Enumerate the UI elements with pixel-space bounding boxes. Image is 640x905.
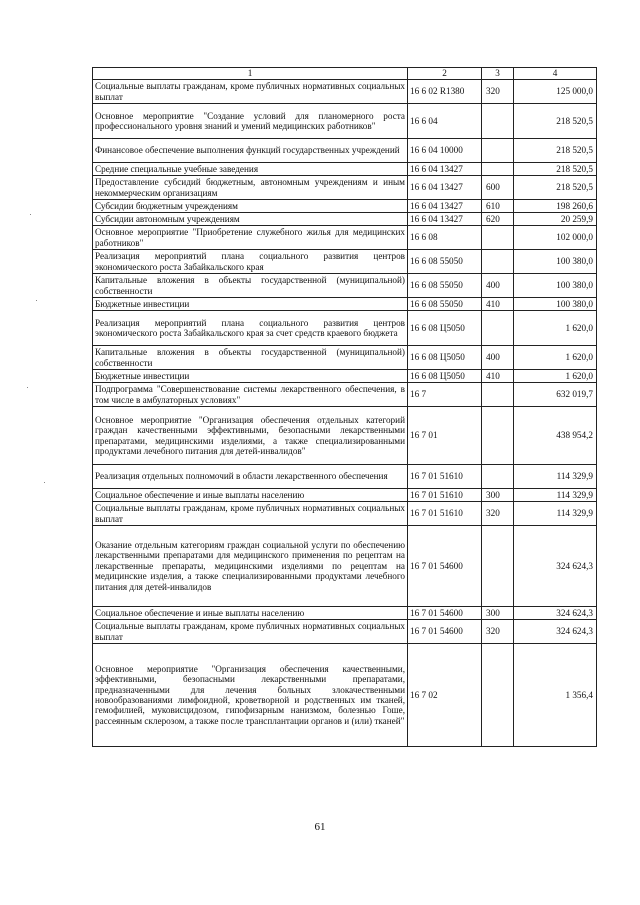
row-name: Реализация мероприятий плана социального развития центров экономического роста Забайкальского края [93, 250, 408, 274]
row-amount: 632 019,7 [514, 383, 597, 407]
row-amount: 198 260,6 [514, 200, 597, 213]
row-code: 16 6 08 55050 [408, 298, 482, 311]
table-row [93, 139, 597, 163]
row-name: Оказание отдельным категориям граждан социальной услуги по обеспечению лекарственными препаратами для медицинского применения по рецептам на лекарственные препараты, медицинскими изделиями по рецептам на медицинские изделия, а также специализированными продуктами лечебного питания для детей-инвалидов [93, 526, 408, 607]
row-name: Капитальные вложения в объекты государственной (муниципальной) собственности [93, 346, 408, 370]
row-name: Предоставление субсидий бюджетным, автономным учреждениям и иным некоммерческим организациям [93, 176, 408, 200]
table-row [93, 346, 597, 370]
row-vr: 620 [482, 213, 514, 226]
scan-speck [30, 214, 31, 215]
row-code: 16 6 08 55050 [408, 274, 482, 298]
row-amount: 100 380,0 [514, 274, 597, 298]
header-col-1: 1 [93, 68, 408, 80]
row-amount: 1 620,0 [514, 370, 597, 383]
row-vr [482, 104, 514, 139]
row-amount: 324 624,3 [514, 620, 597, 644]
row-code: 16 7 [408, 383, 482, 407]
row-name: Реализация мероприятий плана социального развития центров экономического роста Забайкальского края за счет средств краевого бюджета [93, 311, 408, 346]
row-vr [482, 311, 514, 346]
row-vr [482, 226, 514, 250]
row-code: 16 6 08 Ц5050 [408, 370, 482, 383]
row-name: Социальные выплаты гражданам, кроме публичных нормативных социальных выплат [93, 502, 408, 526]
header-col-2: 2 [408, 68, 482, 80]
table-row [93, 80, 597, 104]
row-vr [482, 250, 514, 274]
row-vr: 600 [482, 176, 514, 200]
row-code: 16 7 01 [408, 407, 482, 465]
row-vr [482, 383, 514, 407]
row-vr [482, 465, 514, 489]
row-name: Бюджетные инвестиции [93, 370, 408, 383]
row-code: 16 6 04 10000 [408, 139, 482, 163]
header-col-4: 4 [514, 68, 597, 80]
table-row [93, 213, 597, 226]
row-name: Субсидии бюджетным учреждениям [93, 200, 408, 213]
table-row [93, 370, 597, 383]
row-code: 16 7 01 51610 [408, 489, 482, 502]
row-code: 16 6 08 55050 [408, 250, 482, 274]
row-code: 16 7 01 51610 [408, 465, 482, 489]
table-row [93, 383, 597, 407]
scan-speck [27, 387, 28, 388]
row-amount: 100 380,0 [514, 298, 597, 311]
table-row [93, 644, 597, 747]
row-amount: 1 356,4 [514, 644, 597, 747]
row-code: 16 7 01 51610 [408, 502, 482, 526]
row-vr: 400 [482, 274, 514, 298]
row-code: 16 6 04 13427 [408, 200, 482, 213]
table-row [93, 200, 597, 213]
row-amount: 438 954,2 [514, 407, 597, 465]
table-row [93, 620, 597, 644]
row-vr: 300 [482, 489, 514, 502]
row-code: 16 7 01 54600 [408, 607, 482, 620]
row-name: Основное мероприятие "Приобретение служебного жилья для медицинских работников" [93, 226, 408, 250]
table-row [93, 104, 597, 139]
row-name: Основное мероприятие "Организация обеспечения отдельных категорий граждан качественными эффективными, безопасными лекарственными препаратами, медицинскими изделиями, а также специализированными продуктами лечебного питания для детей-инвалидов" [93, 407, 408, 465]
row-code: 16 6 04 13427 [408, 213, 482, 226]
row-code: 16 6 08 Ц5050 [408, 311, 482, 346]
row-name: Социальное обеспечение и иные выплаты населению [93, 607, 408, 620]
row-name: Финансовое обеспечение выполнения функций государственных учреждений [93, 139, 408, 163]
table-row [93, 298, 597, 311]
row-amount: 125 000,0 [514, 80, 597, 104]
table-row [93, 176, 597, 200]
row-name: Основное мероприятие "Организация обеспечения качественными, эффективными, безопасными лекарственными препаратами, предназначенными для лечения больных злокачественными новообразованиями лимфоидной, кроветворной и родственных им тканей, гемофилией, муковисцидозом, гипофизарным нанизмом, болезнью Гоше, рассеянным склерозом, а также после трансплантации органов и (или) тканей" [93, 644, 408, 747]
row-amount: 218 520,5 [514, 176, 597, 200]
row-code: 16 6 04 13427 [408, 176, 482, 200]
row-vr: 320 [482, 80, 514, 104]
row-name: Реализация отдельных полномочий в области лекарственного обеспечения [93, 465, 408, 489]
row-amount: 218 520,5 [514, 163, 597, 176]
table-header-row [93, 68, 597, 80]
row-name: Основное мероприятие "Создание условий для планомерного роста профессионального уровня знаний и умений медицинских работников" [93, 104, 408, 139]
row-name: Капитальные вложения в объекты государственной (муниципальной) собственности [93, 274, 408, 298]
row-vr: 300 [482, 607, 514, 620]
table-row [93, 163, 597, 176]
table-row [93, 502, 597, 526]
row-amount: 20 259,9 [514, 213, 597, 226]
row-vr: 320 [482, 502, 514, 526]
header-col-3: 3 [482, 68, 514, 80]
row-code: 16 6 04 13427 [408, 163, 482, 176]
table-row [93, 311, 597, 346]
row-name: Подпрограмма "Совершенствование системы лекарственного обеспечения, в том числе в амбулаторных условиях" [93, 383, 408, 407]
row-amount: 114 329,9 [514, 502, 597, 526]
table-row [93, 250, 597, 274]
row-code: 16 7 01 54600 [408, 526, 482, 607]
table-row [93, 526, 597, 607]
row-amount: 102 000,0 [514, 226, 597, 250]
row-vr: 400 [482, 346, 514, 370]
row-code: 16 7 02 [408, 644, 482, 747]
row-amount: 324 624,3 [514, 607, 597, 620]
row-amount: 114 329,9 [514, 465, 597, 489]
row-vr: 610 [482, 200, 514, 213]
scan-speck [44, 482, 45, 483]
row-code: 16 6 02 R1380 [408, 80, 482, 104]
row-vr: 320 [482, 620, 514, 644]
table-row [93, 465, 597, 489]
row-name: Социальные выплаты гражданам, кроме публичных нормативных социальных выплат [93, 620, 408, 644]
row-vr [482, 644, 514, 747]
scan-speck [36, 300, 37, 301]
row-code: 16 6 08 Ц5050 [408, 346, 482, 370]
table-row [93, 274, 597, 298]
page-number: 61 [314, 821, 326, 833]
row-amount: 100 380,0 [514, 250, 597, 274]
row-vr [482, 526, 514, 607]
row-amount: 324 624,3 [514, 526, 597, 607]
row-code: 16 6 04 [408, 104, 482, 139]
row-code: 16 6 08 [408, 226, 482, 250]
row-amount: 1 620,0 [514, 311, 597, 346]
budget-table [92, 67, 597, 747]
row-name: Субсидии автономным учреждениям [93, 213, 408, 226]
row-amount: 114 329,9 [514, 489, 597, 502]
row-name: Социальное обеспечение и иные выплаты населению [93, 489, 408, 502]
table-row [93, 226, 597, 250]
row-name: Социальные выплаты гражданам, кроме публичных нормативных социальных выплат [93, 80, 408, 104]
row-amount: 1 620,0 [514, 346, 597, 370]
row-amount: 218 520,5 [514, 139, 597, 163]
row-name: Бюджетные инвестиции [93, 298, 408, 311]
row-name: Средние специальные учебные заведения [93, 163, 408, 176]
row-vr: 410 [482, 370, 514, 383]
table-row [93, 407, 597, 465]
row-vr: 410 [482, 298, 514, 311]
table-row [93, 489, 597, 502]
row-vr [482, 407, 514, 465]
row-code: 16 7 01 54600 [408, 620, 482, 644]
row-vr [482, 163, 514, 176]
row-vr [482, 139, 514, 163]
row-amount: 218 520,5 [514, 104, 597, 139]
table-row [93, 607, 597, 620]
